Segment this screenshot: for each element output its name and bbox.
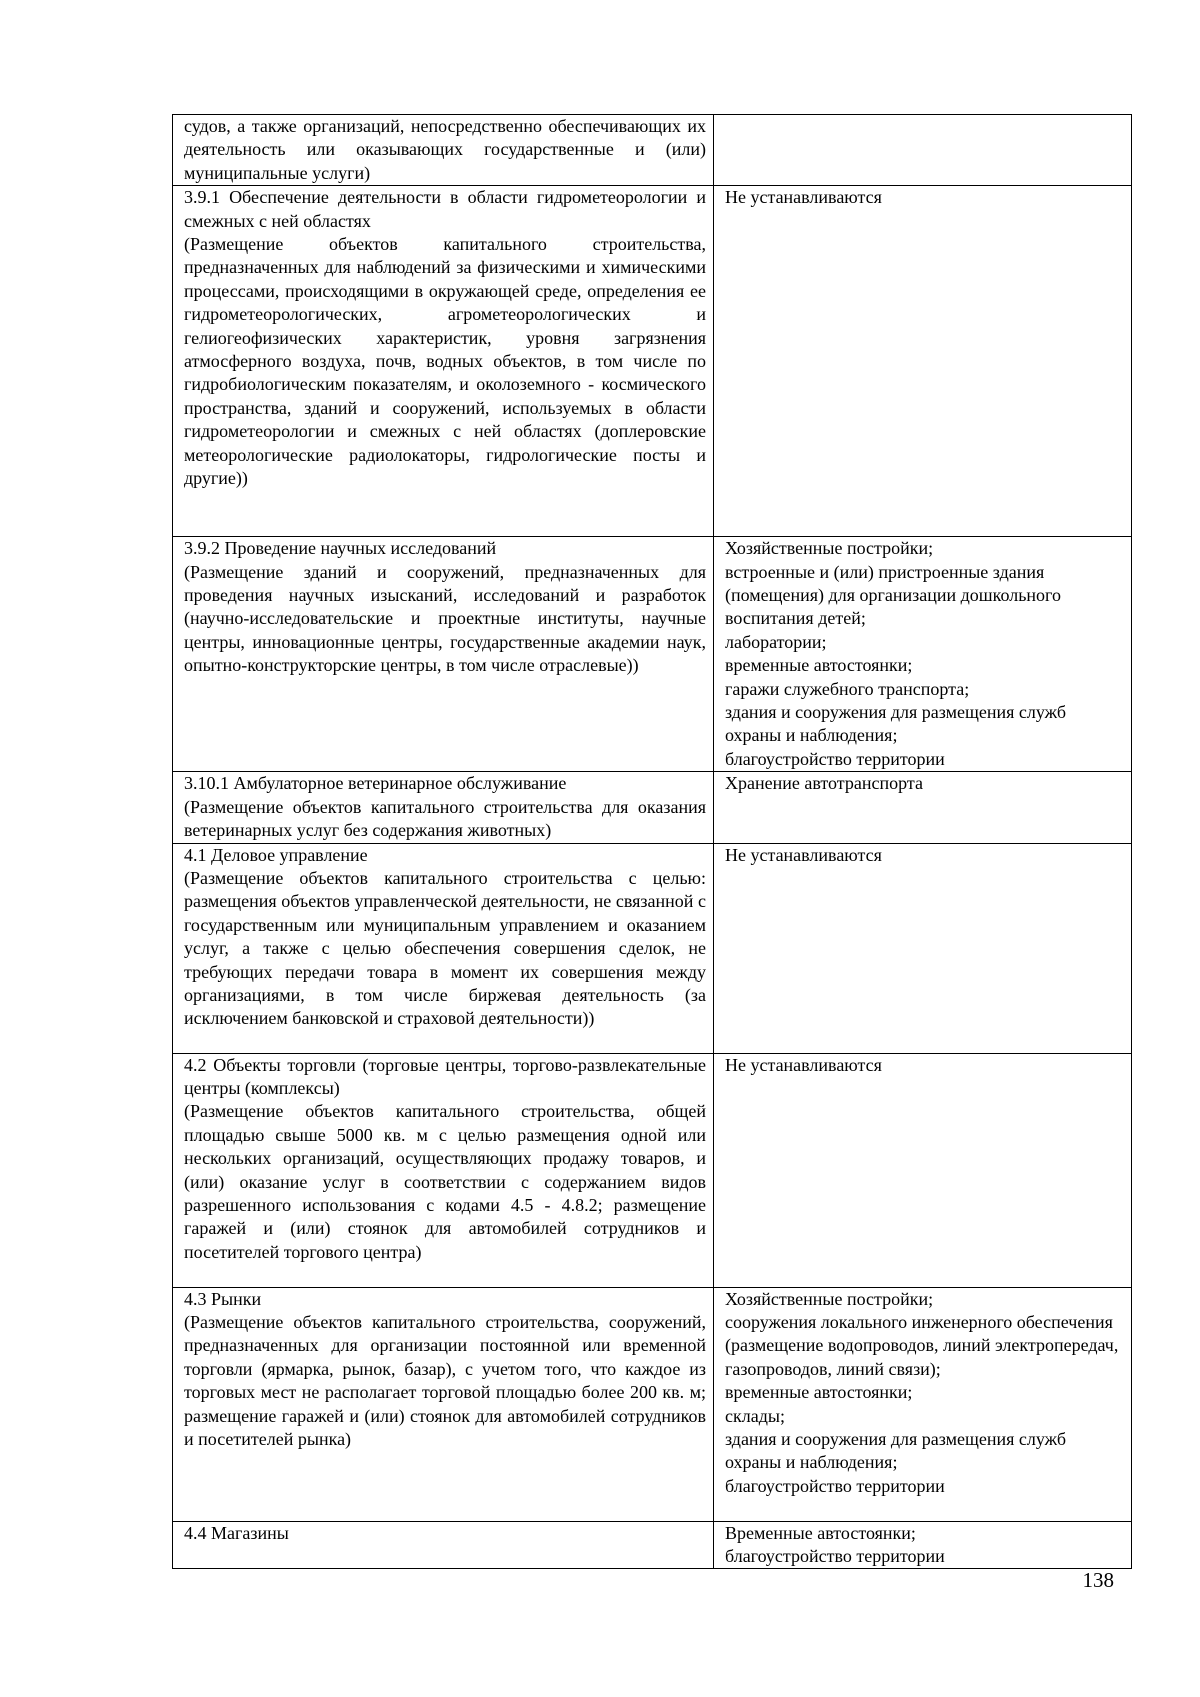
cell-line: 4.3 Рынки xyxy=(184,1288,262,1309)
cell-line: встроенные и (или) пристроенные здания (помещения) для организации дошкольного воспитания детей; xyxy=(725,561,1061,629)
cell-line: Хозяйственные постройки; xyxy=(725,538,934,559)
land-use-table xyxy=(172,114,1132,1569)
cell-line: 4.4 Магазины xyxy=(184,1522,289,1543)
cell-line: благоустройство территории xyxy=(725,748,945,769)
cell-line: Хозяйственные постройки; xyxy=(725,1288,934,1309)
table-row xyxy=(173,1053,1132,1287)
cell-line: лаборатории; xyxy=(725,631,827,652)
table-row xyxy=(173,1287,1132,1521)
cell-line: сооружения локального инженерного обеспечения (размещение водопроводов, линий электропередач, газопроводов, линий связи); xyxy=(725,1311,1119,1379)
land-use-type-cell xyxy=(173,537,714,772)
cell-line: здания и сооружения для размещения служб охраны и наблюдения; xyxy=(725,702,1066,746)
cell-line: склады; xyxy=(725,1405,785,1426)
table-body xyxy=(173,115,1132,1569)
auxiliary-use-cell xyxy=(714,772,1132,843)
cell-line: Не устанавливаются xyxy=(725,844,882,865)
cell-line: благоустройство территории xyxy=(725,1545,945,1566)
cell-line: (Размещение зданий и сооружений, предназначенных для проведения научных изысканий, исследований и разработок (научно-исследовательские и проектные институты, научные центры, инновационные центры, государственные академии наук, опытно-конструкторские центры, в том числе отраслевые)) xyxy=(184,561,706,676)
cell-line: (Размещение объектов капитального строительства, предназначенных для наблюдений за физическими и химическими процессами, происходящими в окружающей среде, определения ее гидрометеорологических, агрометеорологических и гелиогеофизических характеристик, уровня загрязнения атмосферного воздуха, почв, водных объектов, в том числе по гидробиологическим показателям, и околоземного - космического пространства, зданий и сооружений, используемых в области гидрометеорологии и смежных с ней областях (доплеровские метеорологические радиолокаторы, гидрологические посты и другие)) xyxy=(184,234,706,489)
cell-line: (Размещение объектов капитального строительства для оказания ветеринарных услуг без содержания животных) xyxy=(184,796,706,841)
auxiliary-use-cell xyxy=(714,537,1132,772)
land-use-type-cell xyxy=(173,772,714,843)
land-use-type-cell xyxy=(173,115,714,186)
table-row xyxy=(173,186,1132,537)
cell-line: 3.10.1 Амбулаторное ветеринарное обслуживание xyxy=(184,773,567,794)
cell-line: Хранение автотранспорта xyxy=(725,773,923,794)
cell-line: гаражи служебного транспорта; xyxy=(725,678,970,699)
cell-line: Временные автостоянки; xyxy=(725,1522,916,1543)
table-row xyxy=(173,772,1132,843)
cell-line: временные автостоянки; xyxy=(725,1382,913,1403)
auxiliary-use-cell xyxy=(714,843,1132,1053)
table-row xyxy=(173,843,1132,1053)
cell-line: (Размещение объектов капитального строительства, сооружений, предназначенных для организации постоянной или временной торговли (ярмарка, рынок, базар), с учетом того, что каждое из торговых мест не располагает торговой площадью более 200 кв. м; размещение гаражей и (или) стоянок для автомобилей сотрудников и посетителей рынка) xyxy=(184,1311,706,1449)
land-use-type-cell xyxy=(173,1521,714,1569)
auxiliary-use-cell xyxy=(714,1287,1132,1521)
land-use-type-cell xyxy=(173,1053,714,1287)
table-row xyxy=(173,1521,1132,1569)
cell-line: Не устанавливаются xyxy=(725,187,882,208)
table-row xyxy=(173,537,1132,772)
land-use-type-cell xyxy=(173,186,714,537)
cell-line: судов, а также организаций, непосредственно обеспечивающих их деятельность или оказывающих государственные и (или) муниципальные услуги) xyxy=(184,116,706,183)
cell-line: благоустройство территории xyxy=(725,1475,945,1496)
cell-line: временные автостоянки; xyxy=(725,655,913,676)
auxiliary-use-cell xyxy=(714,186,1132,537)
land-use-type-cell xyxy=(173,1287,714,1521)
auxiliary-use-cell xyxy=(714,1521,1132,1569)
cell-line: (Размещение объектов капитального строительства, общей площадью свыше 5000 кв. м с целью размещения одной или нескольких организаций, осуществляющих продажу товаров, и (или) оказание услуг в соответствии с содержанием видов разрешенного использования с кодами 4.5 - 4.8.2; размещение гаражей и (или) стоянок для автомобилей сотрудников и посетителей торгового центра) xyxy=(184,1101,706,1262)
cell-line: Не устанавливаются xyxy=(725,1054,882,1075)
auxiliary-use-cell xyxy=(714,115,1132,186)
cell-line: (Размещение объектов капитального строительства с целью: размещения объектов управленческой деятельности, не связанной с государственным или муниципальным управлением и оказанием услуг, а также с целью обеспечения совершения сделок, не требующих передачи товара в момент их совершения между организациями, в том числе биржевая деятельность (за исключением банковской и страховой деятельности)) xyxy=(184,867,706,1029)
cell-line: здания и сооружения для размещения служб охраны и наблюдения; xyxy=(725,1428,1066,1473)
cell-line: 4.2 Объекты торговли (торговые центры, торгово-развлекательные центры (комплексы) xyxy=(184,1054,706,1098)
table-row xyxy=(173,115,1132,186)
cell-line: 4.1 Деловое управление xyxy=(184,844,368,865)
land-use-type-cell xyxy=(173,843,714,1053)
auxiliary-use-cell xyxy=(714,1053,1132,1287)
page-number: 138 xyxy=(1082,1568,1114,1592)
cell-line: 3.9.2 Проведение научных исследований xyxy=(184,538,497,559)
cell-line: 3.9.1 Обеспечение деятельности в области гидрометеорологии и смежных с ней областях xyxy=(184,187,706,231)
